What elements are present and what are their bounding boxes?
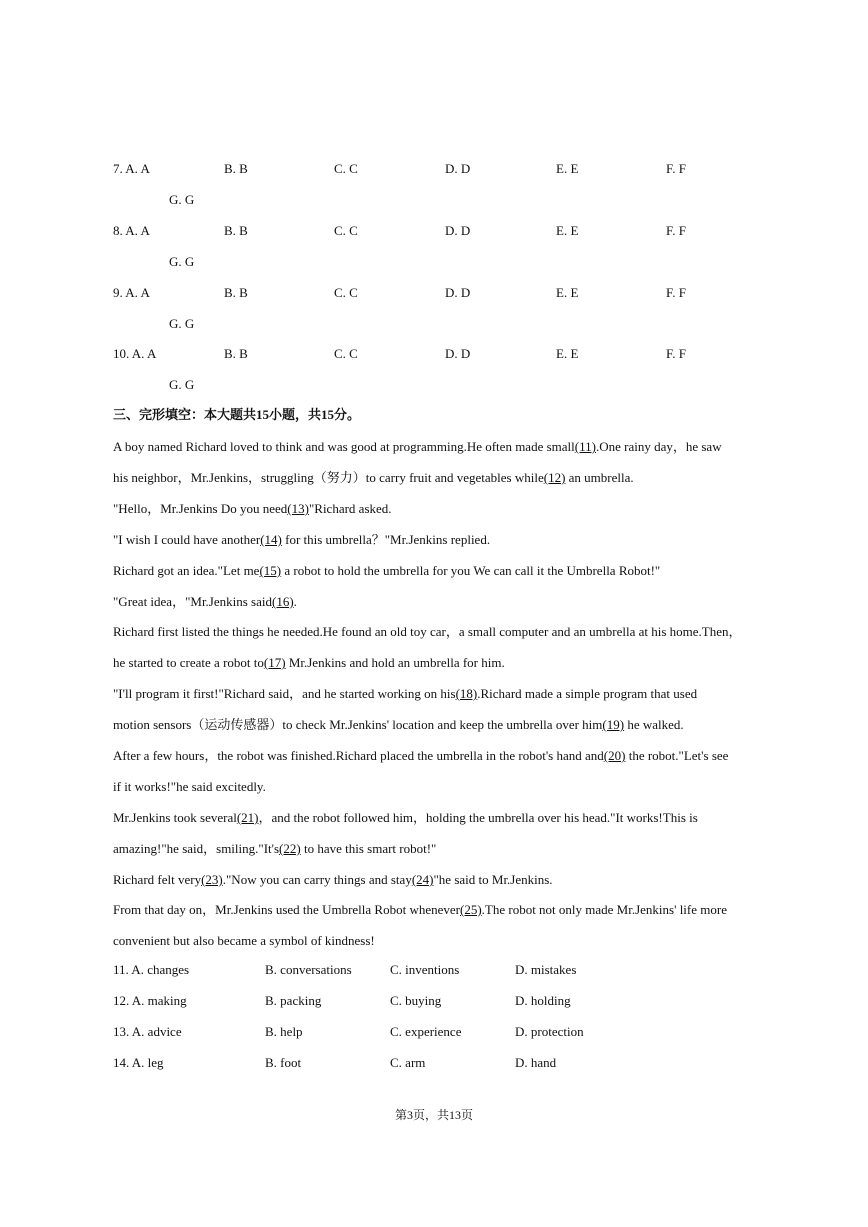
question-row-12 [0,993,868,1013]
passage-line: Richard got an idea."Let me(15) a robot to hold the umbrella for you We can call it the Umbrella Robot!" [113,563,661,578]
blank-number: (22) [279,841,301,856]
blank-number: (14) [260,532,282,547]
option-d: D. D [445,161,471,176]
option-d: D. mistakes [515,962,577,977]
mc-row-7 [0,161,868,181]
passage-line: After a few hours，the robot was finished.Richard placed the umbrella in the robot's hand and(20) the robot."Let's see [113,748,729,763]
option-d: D. protection [515,1024,584,1039]
option-b: B. packing [265,993,322,1008]
option-b: B. B [224,223,248,238]
option-e: E. E [556,285,579,300]
blank-number: (18) [455,686,478,701]
mc-row-8-g [0,254,868,274]
question-row-13 [0,1024,868,1044]
passage-line: "I'll program it first!"Richard said，and he started working on his(18).Richard made a simple program that used [113,686,698,701]
mc-row-8 [0,223,868,243]
option-b: B. conversations [265,962,352,977]
option-b: B. help [265,1024,303,1039]
blank-number: (12) [543,470,566,485]
option-g: G. G [169,254,195,269]
option-c: C. buying [390,993,442,1008]
option-d: D. D [445,285,471,300]
passage-line: A boy named Richard loved to think and was good at programming.He often made small(11).One rainy day，he saw [113,439,722,454]
option-e: E. E [556,161,579,176]
blank-number: (23) [201,872,223,887]
mc-row-7-g [0,192,868,212]
option-c: C. experience [390,1024,462,1039]
passage-line: Richard first listed the things he needed.He found an old toy car，a small computer and an umbrella at his home.Then， [113,624,742,639]
option-c: C. C [334,346,358,361]
option-f: F. F [666,346,686,361]
mc-row-10-g [0,377,868,397]
passage-line: Richard felt very(23)."Now you can carry things and stay(24)"he said to Mr.Jenkins. [113,872,553,887]
passage-line: convenient but also became a symbol of kindness! [113,933,375,948]
passage-line: amazing!"he said，smiling."It's(22) to have this smart robot!" [113,841,437,856]
option-g: G. G [169,192,195,207]
blank-number: (21) [236,810,259,825]
mc-row-10 [0,346,868,366]
option-c: C. arm [390,1055,426,1070]
page-number-footer: 第3页，共13页 [394,1108,473,1122]
option-g: G. G [169,377,195,392]
blank-number: (13) [287,501,309,516]
passage-line: "Hello，Mr.Jenkins Do you need(13)"Richard asked. [113,501,392,516]
question-row-14 [0,1055,868,1075]
blank-number: (17) [263,655,286,670]
option-a: 9. A. A [113,285,150,300]
option-c: C. inventions [390,962,460,977]
option-d: D. D [445,346,471,361]
option-f: F. F [666,161,686,176]
option-a: 11. A. changes [113,962,190,977]
blank-number: (16) [272,594,294,609]
option-d: D. D [445,223,471,238]
blank-number: (24) [411,872,434,887]
passage-line: if it works!"he said excitedly. [113,779,266,794]
blank-number: (19) [602,717,625,732]
option-f: F. F [666,223,686,238]
option-a: 7. A. A [113,161,150,176]
mc-row-9-g [0,316,868,336]
passage-line: motion sensors（运动传感器）to check Mr.Jenkins' location and keep the umbrella over him(19) he walked. [113,717,684,732]
option-b: B. foot [265,1055,302,1070]
blank-number: (25) [459,902,482,917]
option-c: C. C [334,285,358,300]
blank-number: (20) [603,748,626,763]
passage-line: he started to create a robot to(17) Mr.Jenkins and hold an umbrella for him. [113,655,505,670]
option-a: 10. A. A [113,346,157,361]
blank-number: (15) [259,563,282,578]
option-a: 12. A. making [113,993,187,1008]
passage-line: From that day on，Mr.Jenkins used the Umbrella Robot whenever(25).The robot not only made Mr.Jenkins' life more [113,902,727,917]
passage-line: his neighbor，Mr.Jenkins，struggling（努力）to carry fruit and vegetables while(12) an umbrella. [113,470,634,485]
section-heading: 三、完形填空：本大题共15小题，共15分。 [113,407,361,422]
option-d: D. hand [515,1055,557,1070]
option-c: C. C [334,161,358,176]
option-a: 14. A. leg [113,1055,164,1070]
option-f: F. F [666,285,686,300]
option-a: 13. A. advice [113,1024,182,1039]
option-b: B. B [224,285,248,300]
option-e: E. E [556,346,579,361]
option-d: D. holding [515,993,571,1008]
option-b: B. B [224,161,248,176]
blank-number: (11) [574,439,596,454]
option-c: C. C [334,223,358,238]
passage-line: Mr.Jenkins took several(21)，and the robot followed him，holding the umbrella over his head."It works!This is [113,810,698,825]
question-row-11 [0,962,868,982]
passage-line: "Great idea，"Mr.Jenkins said(16). [113,594,297,609]
passage-line: "I wish I could have another(14) for this umbrella？"Mr.Jenkins replied. [113,532,491,547]
option-b: B. B [224,346,248,361]
option-e: E. E [556,223,579,238]
option-g: G. G [169,316,195,331]
mc-row-9 [0,285,868,305]
option-a: 8. A. A [113,223,150,238]
